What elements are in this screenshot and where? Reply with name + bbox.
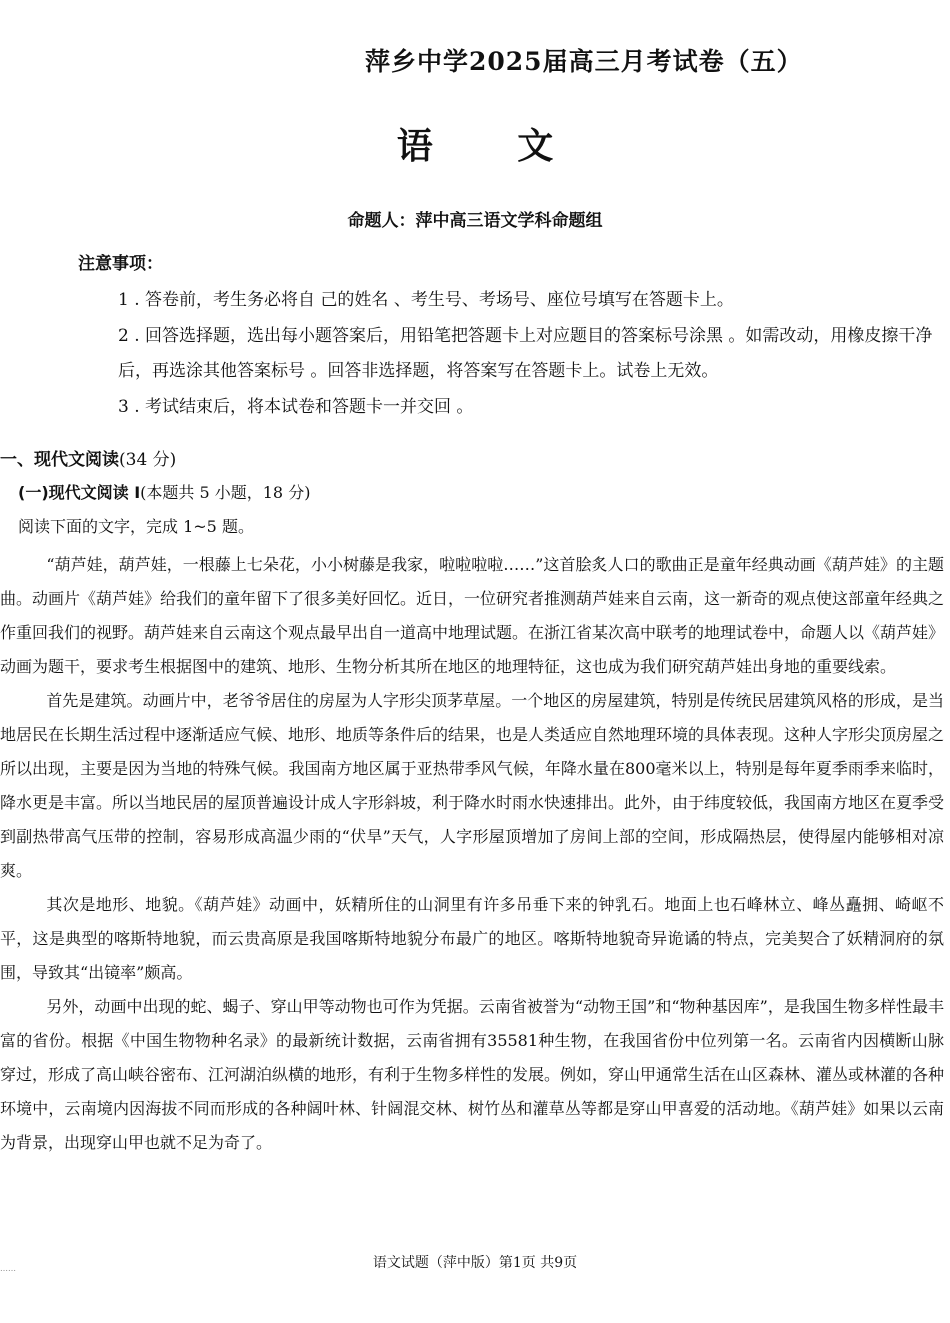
section-title: 一、现代文阅读 [0, 450, 119, 470]
page-footer: 语文试题（萍中版）第1页 共9页 [372, 1255, 578, 1271]
exam-title: 萍乡中学2025届高三月考试卷（五） [365, 47, 803, 76]
notice-item: 1 . 答卷前，考生务必将自 己的姓名 、考生号、考场号、座位号填写在答题卡上。 [118, 290, 734, 310]
section-points: (34 分) [119, 450, 177, 470]
reading-passage [0, 548, 944, 1160]
notice-list [118, 283, 948, 425]
subject-title: 语 文 [396, 125, 590, 167]
author-line: 命题人：萍中高三语文学科命题组 [347, 211, 603, 231]
notice-item: 3 . 考试结束后，将本试卷和答题卡一并交回 。 [118, 396, 474, 417]
passage-paragraph: 首先是建筑。动画片中，老爷爷居住的房屋为人字形尖顶茅草屋。一个地区的房屋建筑，特别是传统民居建筑风格的形成，是当地居民在长期生活过程中逐渐适应气候、地形、地质等条件后的结果，也是人类适应自然地理环境的具体表现。这种人字形尖顶房屋之所以出现，主要是因为当地的特殊气候。我国南方地区属于亚热带季风气候，年降水量在800毫米以上，特别是每年夏季雨季来临时，降水更是丰富。所以当地民居的屋顶普遍设计成人字形斜坡，利于降水时雨水快速排出。此外，由于纬度较低，我国南方地区在夏季受到副热带高气压带的控制，容易形成高温少雨的“伏旱”天气，人字形屋顶增加了房间上部的空间，形成隔热层，使得屋内能够相对凉爽。 [0, 691, 945, 880]
notice-heading: 注意事项： [78, 254, 163, 274]
reading-instruction: 阅读下面的文字，完成 1~5 题。 [18, 517, 254, 536]
subsection-heading [18, 480, 310, 503]
subsection-info: (本题共 5 小题，18 分) [140, 483, 311, 502]
section-heading [0, 445, 176, 470]
notice-item: 2 . 回答选择题，选出每小题答案后，用铅笔把答题卡上对应题目的答案标号涂黑 。如需改动，用橡皮擦干净后，再选涂其他答案标号 。回答非选择题，将答案写在答题卡上。试卷上无效。 [118, 325, 933, 381]
margin-mark: …… [0, 1264, 16, 1273]
passage-paragraph: 其次是地形、地貌。《葫芦娃》动画中，妖精所住的山洞里有许多吊垂下来的钟乳石。地面上也石峰林立、峰丛矗拥、崎岖不平，这是典型的喀斯特地貌，而云贵高原是我国喀斯特地貌分布最广的地区。喀斯特地貌奇异诡谲的特点，完美契合了妖精洞府的氛围，导致其“出镜率”颇高。 [0, 895, 944, 982]
subsection-title: (一)现代文阅读 I [18, 483, 141, 502]
passage-paragraph: “葫芦娃，葫芦娃，一根藤上七朵花，小小树藤是我家，啦啦啦啦……”这首脍炙人口的歌曲正是童年经典动画《葫芦娃》的主题曲。动画片《葫芦娃》给我们的童年留下了很多美好回忆。近日，一位研究者推测葫芦娃来自云南，这一新奇的观点使这部童年经典之作重回我们的视野。葫芦娃来自云南这个观点最早出自一道高中地理试题。在浙江省某次高中联考的地理试卷中，命题人以《葫芦娃》动画为题干，要求考生根据图中的建筑、地形、生物分析其所在地区的地理特征，这也成为我们研究葫芦娃出身地的重要线索。 [0, 555, 945, 676]
passage-paragraph: 另外，动画中出现的蛇、蝎子、穿山甲等动物也可作为凭据。云南省被誉为“动物王国”和“物种基因库”，是我国生物多样性最丰富的省份。根据《中国生物物种名录》的最新统计数据，云南省拥有35581种生物，在我国省份中位列第一名。云南省内因横断山脉穿过，形成了高山峡谷密布、江河湖泊纵横的地形，有利于生物多样性的发展。例如，穿山甲通常生活在山区森林、灌丛或林灌的各种环境中，云南境内因海拔不同而形成的各种阔叶林、针阔混交林、树竹丛和灌草丛等都是穿山甲喜爱的活动地。《葫芦娃》如果以云南为背景，出现穿山甲也就不足为奇了。 [0, 997, 945, 1152]
